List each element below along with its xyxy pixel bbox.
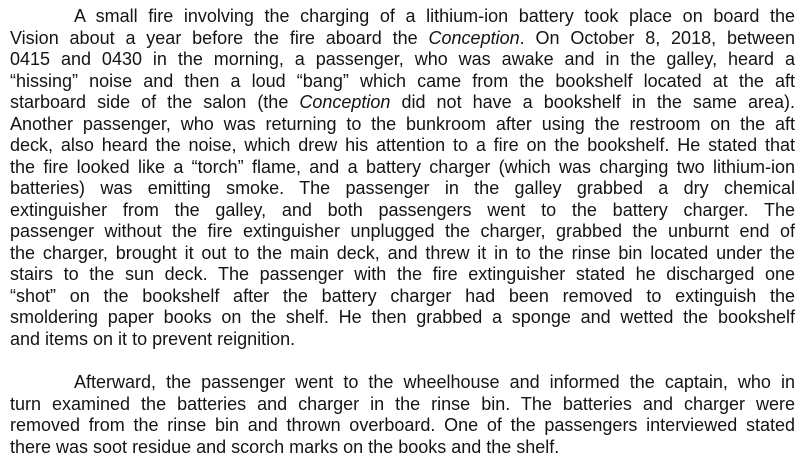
text-line xyxy=(10,71,795,93)
text-segment: . On October 8, 2018, between xyxy=(519,27,795,48)
text-line xyxy=(10,157,795,179)
text-segment: did not have a bookshelf in the same area). xyxy=(390,92,795,112)
text-line xyxy=(10,286,795,308)
text-segment: smoldering paper books on the shelf. He then grabbed a sponge and wetted the bookshelf xyxy=(10,307,795,327)
paragraph xyxy=(10,6,795,350)
text-segment: there was soot residue and scorch marks on the books and the shelf. xyxy=(10,436,560,457)
text-segment: turn examined the batteries and charger in the rinse bin. The batteries and charger were xyxy=(10,393,795,414)
text-segment: stairs to the sun deck. The passenger with the fire extinguisher stated he discharged one xyxy=(10,264,795,284)
text-line xyxy=(10,264,795,286)
text-line xyxy=(10,49,795,71)
text-segment: Vision about a year before the fire aboard the xyxy=(10,27,429,48)
text-line xyxy=(10,329,795,351)
text-line xyxy=(10,372,795,394)
paragraph xyxy=(10,372,795,458)
text-segment: and items on it to prevent reignition. xyxy=(10,328,296,349)
text-line xyxy=(10,243,795,265)
text-segment: the charger, brought it out to the main deck, and threw it in to the rinse bin located under the xyxy=(10,242,795,263)
vessel-name: Conception xyxy=(299,92,391,112)
text-segment: “shot” on the bookshelf after the battery charger had been removed to extinguish the xyxy=(10,285,795,306)
text-line xyxy=(10,114,795,136)
text-segment: 0415 and 0430 in the morning, a passenger, who was awake and in the galley, heard a xyxy=(10,49,795,69)
text-line xyxy=(10,221,795,243)
text-segment: the fire looked like a “torch” flame, and a battery charger (which was charging two lithium-ion xyxy=(10,156,795,177)
text-line xyxy=(10,135,795,157)
text-line xyxy=(10,28,795,50)
document-body xyxy=(10,6,795,458)
text-segment: “hissing” noise and then a loud “bang” which came from the bookshelf located at the aft xyxy=(10,70,795,91)
text-segment: Afterward, the passenger went to the wheelhouse and informed the captain, who in xyxy=(74,372,795,392)
text-line xyxy=(10,92,795,114)
text-line xyxy=(10,437,795,459)
text-line xyxy=(10,178,795,200)
text-segment: passenger without the fire extinguisher unplugged the charger, grabbed the unburnt end of xyxy=(10,221,795,241)
text-segment: A small fire involving the charging of a lithium-ion battery took place on board the xyxy=(74,6,795,26)
text-segment: removed from the rinse bin and thrown overboard. One of the passengers interviewed stated xyxy=(10,415,795,435)
text-segment: extinguisher from the galley, and both passengers went to the battery charger. The xyxy=(10,199,795,220)
text-line xyxy=(10,6,795,28)
vessel-name: Conception xyxy=(428,27,520,48)
text-line xyxy=(10,200,795,222)
text-segment: batteries) was emitting smoke. The passenger in the galley grabbed a dry chemical xyxy=(10,178,795,198)
text-segment: Another passenger, who was returning to the bunkroom after using the restroom on the aft xyxy=(10,113,795,134)
text-line xyxy=(10,307,795,329)
text-line xyxy=(10,415,795,437)
text-segment: starboard side of the salon (the xyxy=(10,92,300,112)
text-segment: deck, also heard the noise, which drew his attention to a fire on the bookshelf. He stated that xyxy=(10,135,795,155)
text-line xyxy=(10,394,795,416)
